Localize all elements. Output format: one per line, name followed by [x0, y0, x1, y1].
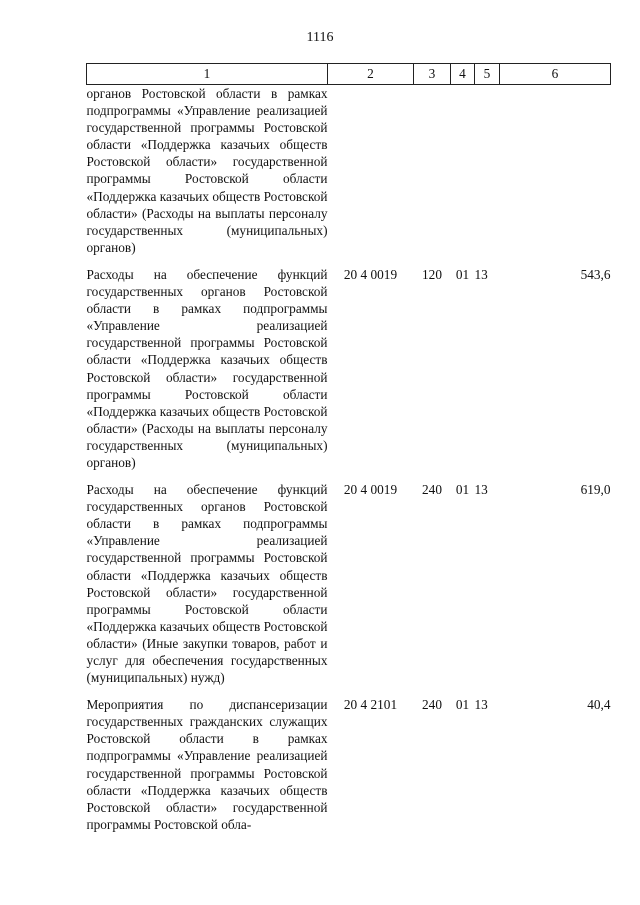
- row-description: Расходы на обеспечение функций государственных органов Ростовской области в рамках подпрограммы «Управление реализацией государственной программы Ростовской области «Поддержка казачьих обществ Ростовской области» государственной программы Ростовской области «Поддержка казачьих обществ Ростовской области» (Иные закупки товаров, работ и услуг для обеспечения государственных (муниципальных) нужд): [86, 482, 328, 686]
- budget-table: [86, 63, 611, 833]
- table-row: [87, 266, 611, 481]
- header-col-5: 5: [475, 64, 500, 85]
- header-col-1: 1: [87, 64, 328, 85]
- row-target-code: 20 4 2101: [343, 697, 398, 713]
- header-col-3: 3: [414, 64, 451, 85]
- row-section: 01: [455, 266, 470, 282]
- row-description: органов Ростовской области в рамках подпрограммы «Управление реализацией государственной программы Ростовской области «Поддержка казачьих обществ Ростовской области» государственной программы Ростовской области «Поддержка казачьих обществ Ростовской области» (Расходы на выплаты персоналу государственных (муниципальных) органов): [86, 86, 328, 255]
- table-row: [87, 85, 611, 266]
- header-col-2: 2: [328, 64, 414, 85]
- header-row: [87, 64, 611, 85]
- table-row: [87, 696, 611, 833]
- row-expense-type: [414, 85, 451, 266]
- page-number: 1116: [306, 30, 334, 45]
- header-col-6: 6: [500, 64, 611, 85]
- row-description: Расходы на обеспечение функций государственных органов Ростовской области в рамках подпрограммы «Управление реализацией государственной программы Ростовской области «Поддержка казачьих обществ Ростовской области» государственной программы Ростовской области «Поддержка казачьих обществ Ростовской области» (Расходы на выплаты персоналу государственных (муниципальных) органов): [86, 266, 328, 470]
- row-amount: 619,0: [580, 482, 611, 498]
- row-subsection: [475, 85, 500, 266]
- row-target-code: [328, 85, 414, 266]
- row-section: [451, 85, 475, 266]
- row-expense-type: 120: [422, 266, 442, 282]
- row-section: 01: [455, 697, 470, 713]
- row-subsection: 13: [474, 266, 488, 282]
- row-expense-type: 240: [422, 697, 442, 713]
- row-target-code: 20 4 0019: [343, 482, 398, 498]
- row-section: 01: [455, 482, 470, 498]
- row-amount: 40,4: [587, 697, 611, 713]
- row-expense-type: 240: [422, 482, 442, 498]
- row-amount: 543,6: [580, 266, 611, 282]
- header-col-4: 4: [451, 64, 475, 85]
- row-description: Мероприятия по диспансеризации государственных гражданских служащих Ростовской области в рамках подпрограммы «Управление реализацией государственной программы Ростовской области «Поддержка казачьих обществ Ростовской области» государственной программы Ростовской обла-: [86, 697, 328, 832]
- row-amount: [500, 85, 611, 266]
- table-row: [87, 481, 611, 696]
- row-subsection: 13: [474, 697, 488, 713]
- row-subsection: 13: [474, 482, 488, 498]
- row-target-code: 20 4 0019: [343, 266, 398, 282]
